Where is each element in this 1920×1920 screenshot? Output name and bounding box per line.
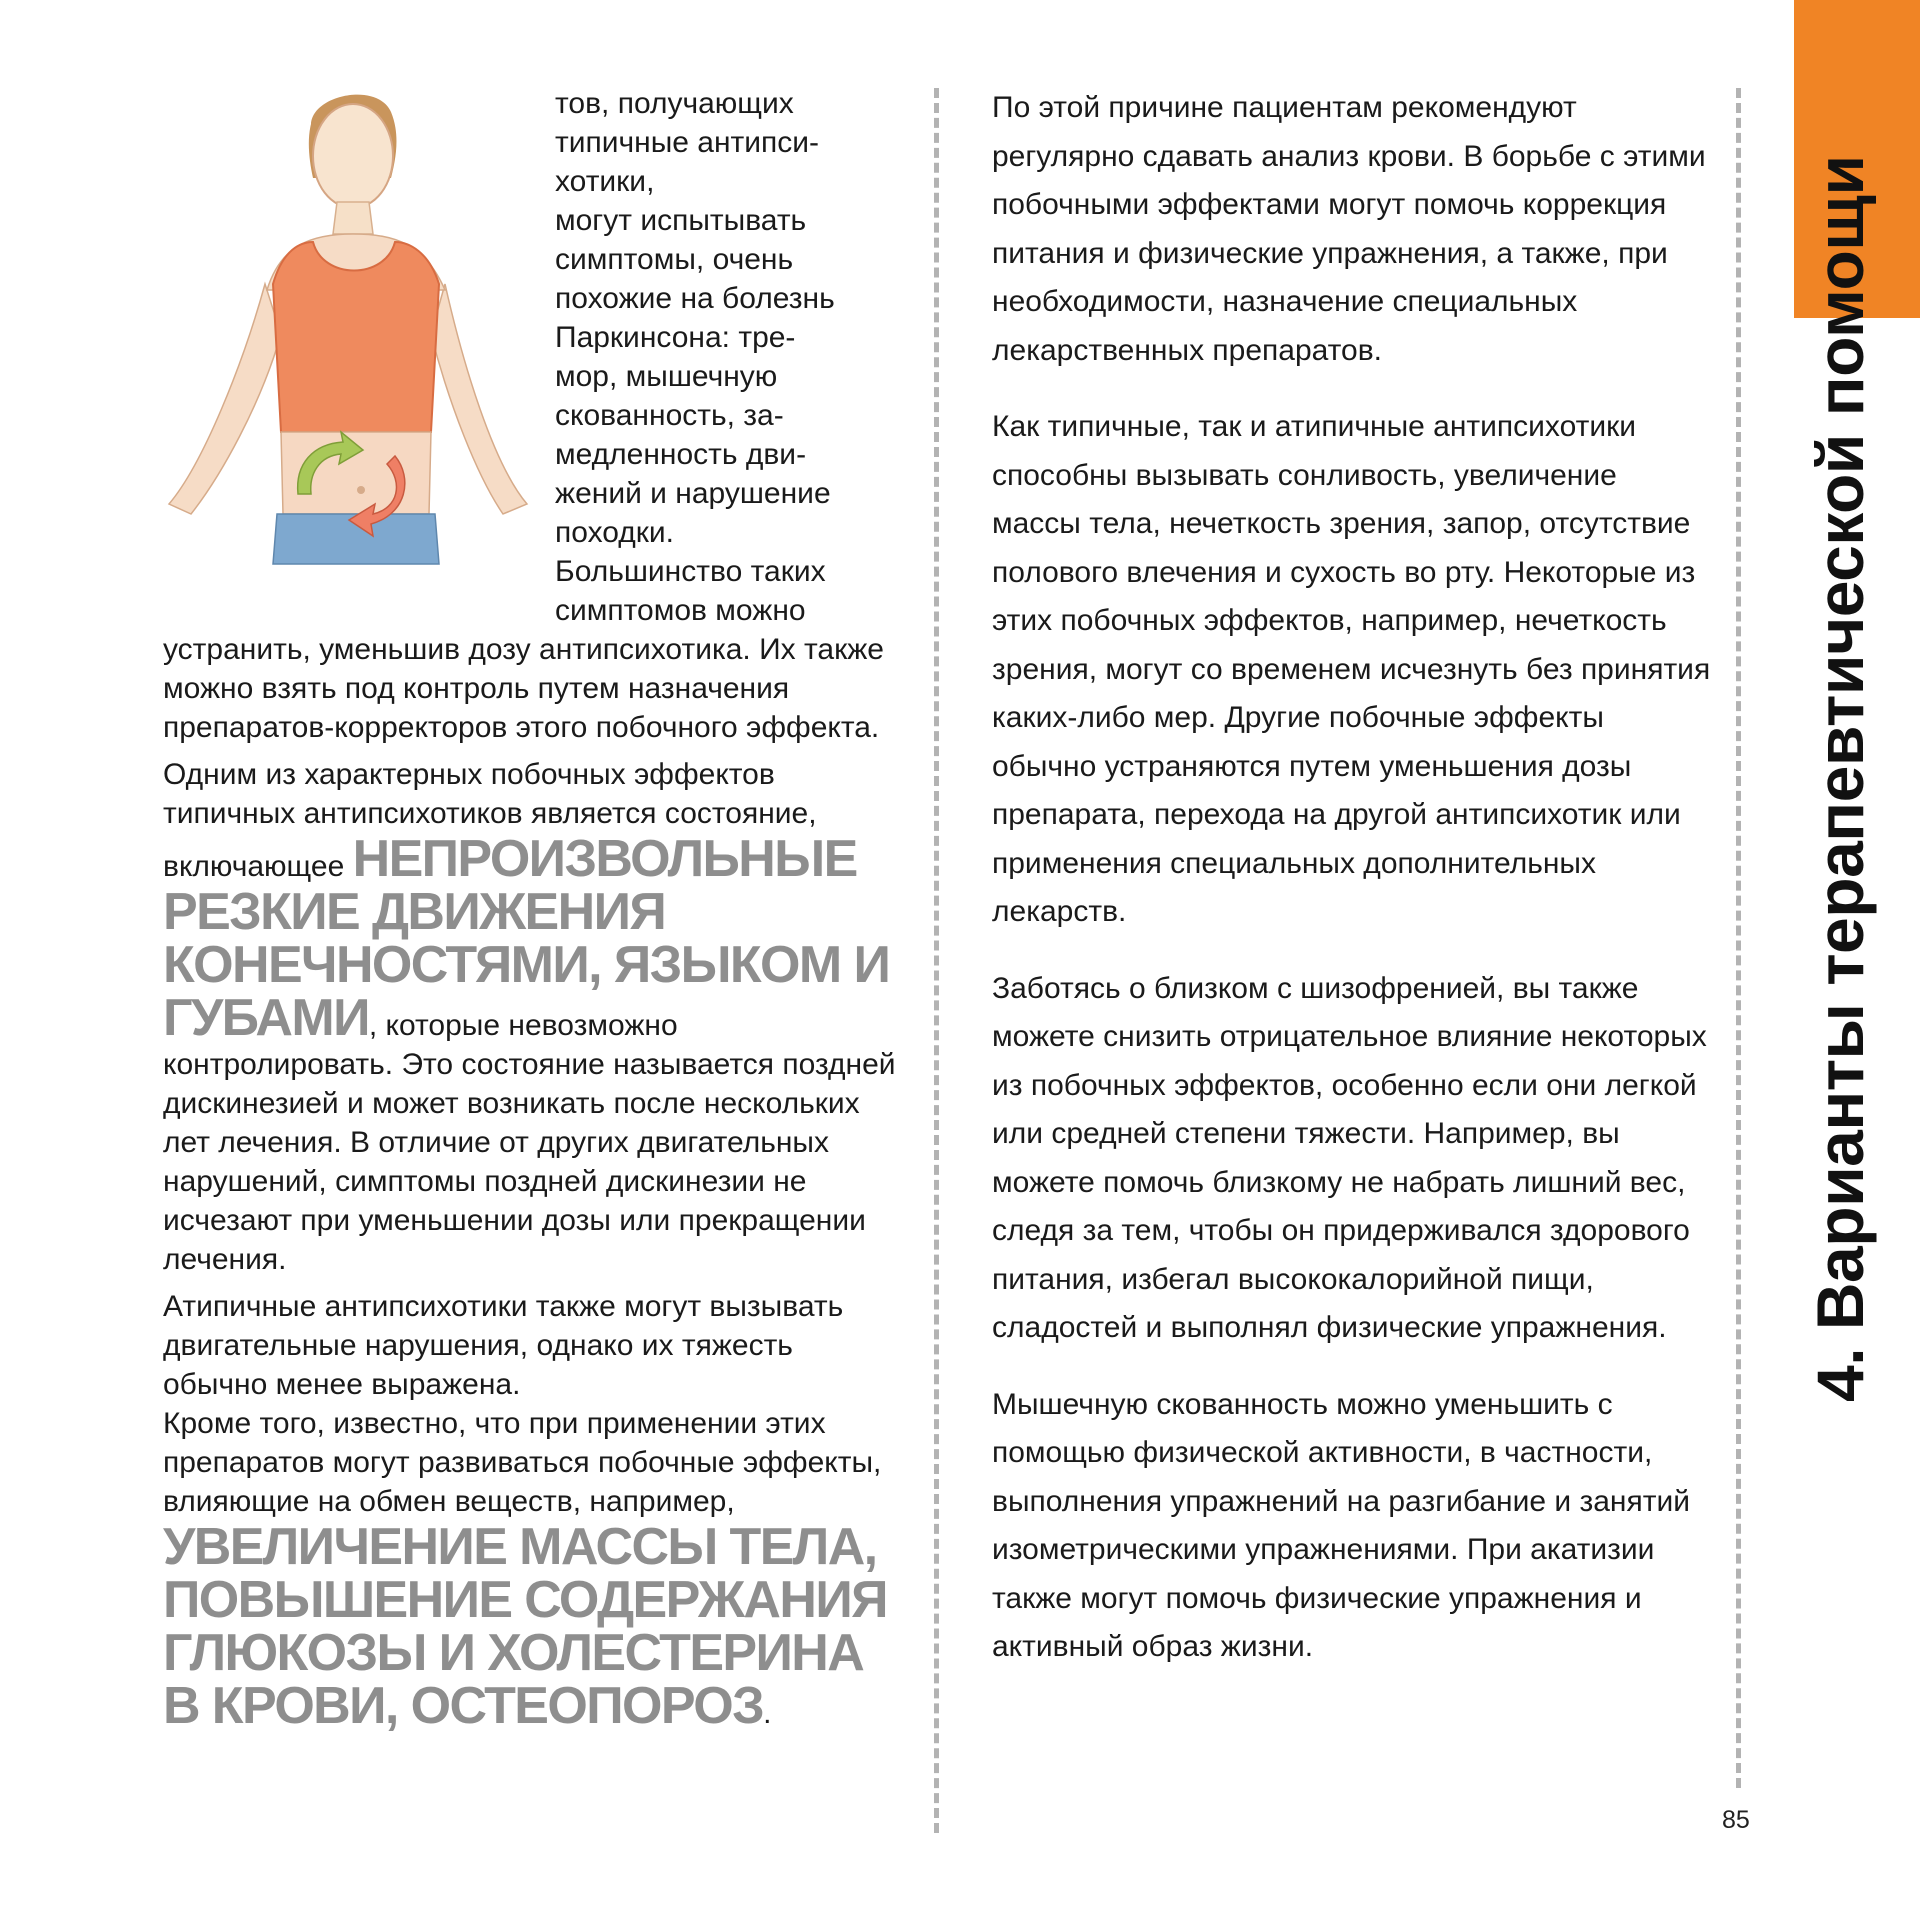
paragraph-metabolic [163, 1404, 898, 1733]
paragraph-tardive-dyskinesia [163, 755, 898, 1279]
paragraph-caregiver-help: Заботясь о близком с шизофренией, вы также можете снизить отрицательное влияние некоторых из побочных эффектов, особенно если они легкой или средней степени тяжести. Например, вы можете помочь близкому не набрать лишний вес, следя за тем, чтобы он придерживался здорового питания, избегал высококалорийной пищи, сладостей и выполнял физические упражнения. [992, 971, 1707, 1344]
text-line: симптомы, очень [555, 243, 794, 276]
paragraph-dose-reduction: Большинство таких симптомов можно устранить, уменьшив дозу антипсихотика. Их также можно взять под контроль путем назначения препаратов-корректоров этого побочного эффекта. [163, 555, 884, 744]
text-line: типичные антипси- [555, 126, 820, 159]
column-divider-left [934, 88, 939, 1833]
human-torso-metabolism-icon [163, 84, 555, 604]
section-title: 4. Варианты терапевтической помощи [1803, 155, 1877, 1402]
text-line: похожие на болезнь [555, 282, 835, 315]
text-line: походки. [555, 516, 675, 549]
body-illustration [163, 84, 555, 604]
paragraph-lead: Кроме того, известно, что при применении этих препаратов могут развиваться побочные эффекты, влияющие на обмен веществ, например, [163, 1407, 882, 1518]
column-divider-right [1736, 88, 1741, 1788]
text-line: тов, получающих [555, 87, 794, 120]
highlight-involuntary-movements: НЕПРОИЗВОЛЬНЫЕ РЕЗКИЕ ДВИЖЕНИЯ КОНЕЧНОСТЯМИ, ЯЗЫКОМ И ГУБАМИ [163, 830, 890, 1047]
text-line: Паркинсона: тре- [555, 321, 796, 354]
text-line: жений и нарушение [555, 477, 831, 510]
right-column [992, 84, 1712, 1700]
paragraph-lead: Одним из характерных побочных эффектов типичных антипсихотиков является состояние, включающее [163, 758, 817, 883]
text-line: мор, мышечную [555, 360, 778, 393]
left-column [163, 84, 898, 1741]
paragraph-atypical: Атипичные антипсихотики также могут вызывать двигательные нарушения, однако их тяжесть обычно менее выражена. [163, 1290, 844, 1401]
paragraph-tail: . [763, 1697, 772, 1730]
page-number: 85 [1722, 1806, 1750, 1834]
paragraph-muscle-stiffness: Мышечную скованность можно уменьшить с помощью физической активности, в частности, выполнения упражнений на разгибание и занятий изометрическими упражнениями. При акатизии также могут помочь физические упражнения и активный образ жизни. [992, 1387, 1690, 1663]
paragraph-common-side-effects: Как типичные, так и атипичные антипсихотики способны вызывать сонливость, увеличение массы тела, нечеткость зрения, запор, отсутствие полового влечения и сухость во рту. Некоторые из этих побочных эффектов, например, нечеткость зрения, могут со временем исчезнуть без принятия каких-либо мер. Другие побочные эффекты обычно устраняются путем уменьшения дозы препарата, перехода на другой антипсихотик или применения специальных дополнительных лекарств. [992, 410, 1711, 928]
text-line: скованность, за- [555, 399, 784, 432]
paragraph-tail: , которые невозможно контролировать. Это состояние называется поздней дискинезией и может возникать после нескольких лет лечения. В отличие от других двигательных нарушений, симптомы поздней дискинезии не исчезают при уменьшении дозы или прекращении лечения. [163, 1009, 896, 1276]
paragraph-blood-tests: По этой причине пациентам рекомендуют регулярно сдавать анализ крови. В борьбе с этими побочными эффектами могут помочь коррекция питания и физические упражнения, а также, при необходимости, назначение специальных лекарственных препаратов. [992, 91, 1706, 367]
text-line: могут испытывать [555, 204, 807, 237]
text-line: хотики, [555, 165, 655, 198]
highlight-metabolic-effects: УВЕЛИЧЕНИЕ МАССЫ ТЕЛА, ПОВЫШЕНИЕ СОДЕРЖАНИЯ ГЛЮКОЗЫ И ХОЛЕСТЕРИНА В КРОВИ, ОСТЕОПОРОЗ [163, 1518, 887, 1735]
text-line: медленность дви- [555, 438, 807, 471]
